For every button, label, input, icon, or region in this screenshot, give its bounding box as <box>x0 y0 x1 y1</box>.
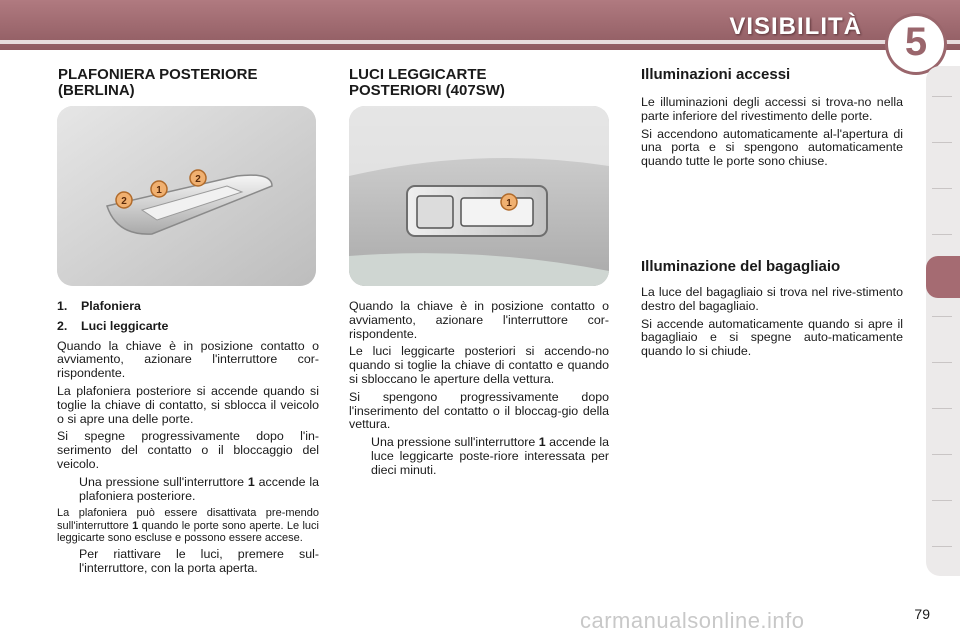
legend-number: 2. <box>57 318 68 333</box>
switch-number: 1 <box>538 435 546 450</box>
page-number: 79 <box>914 606 930 622</box>
middle-column-text <box>349 300 609 482</box>
tab-divider <box>932 500 952 501</box>
svg-text:1: 1 <box>506 198 512 209</box>
tab-divider <box>932 234 952 235</box>
callout-1 <box>151 181 167 197</box>
paragraph: Si accende automaticamente quando si apre il bagagliaio e si spegne auto-maticamente quando lo si chiude. <box>641 316 903 359</box>
ceiling-light-illustration <box>57 106 316 286</box>
reading-light-photo <box>349 106 609 286</box>
chapter-tabs <box>926 66 960 576</box>
bullet-text: Una pressione sull'interruttore <box>371 435 539 450</box>
tab-divider <box>932 316 952 317</box>
tab-divider <box>932 96 952 97</box>
chapter-badge <box>888 16 944 72</box>
bullet-text: accende la luce leggicarte poste-riore interessata per dieci minuti. <box>371 435 610 477</box>
tab-divider <box>932 362 952 363</box>
section-title-access-lights: Illuminazioni accessi <box>641 66 791 83</box>
svg-text:2: 2 <box>121 196 127 207</box>
section-title-rear-reading-lights <box>349 67 505 99</box>
bullet-text: accende la plafoniera posteriore. <box>79 474 320 503</box>
paragraph: Si accendono automaticamente al-l'apertura di una porta e si spengono automaticamente quando tutte le porte sono chiuse. <box>641 126 903 169</box>
switch-number: 1 <box>247 474 255 489</box>
section-title-trunk-light: Illuminazione del bagagliaio <box>641 258 841 275</box>
access-lights-text <box>641 96 903 173</box>
paragraph: La plafoniera posteriore si accende quando si toglie la chiave di contatto, si sblocca il veicolo o si apre una delle porte. <box>57 383 319 426</box>
bullet-text: Per riattivare le luci, premere sul-l'interruttore, con la porta aperta. <box>79 546 319 575</box>
legend-label: Luci leggicarte <box>81 318 169 333</box>
callout-2-left <box>116 192 132 208</box>
note-paragraph <box>57 507 319 544</box>
pointing-hand-icon <box>349 436 371 477</box>
paragraph: Le luci leggicarte posteriori si accendo-no quando si toglie la chiave di contatto e quando si sbloccano le aperture della vettura. <box>349 344 609 386</box>
ceiling-light-photo <box>57 106 316 286</box>
svg-text:1: 1 <box>156 185 162 196</box>
paragraph: Le illuminazioni degli accessi si trova-no nella parte inferiore del rivestimento delle porte. <box>641 95 903 123</box>
pointing-hand-icon <box>57 476 79 504</box>
left-column-text <box>57 300 319 580</box>
tab-active-chapter[interactable] <box>926 256 960 298</box>
tab-divider <box>932 454 952 455</box>
title-line: (BERLINA) <box>58 82 135 99</box>
paragraph: Si spegne progressivamente dopo l'in-serimento del contatto o il bloccaggio del veicolo. <box>57 429 319 471</box>
tab-divider <box>932 408 952 409</box>
legend-item <box>57 320 319 334</box>
bullet-item <box>57 548 319 576</box>
tab-divider <box>932 546 952 547</box>
paragraph: Si spengono progressivamente dopo l'inserimento del contatto o il bloccag-gio della vettura. <box>349 389 609 432</box>
tab-divider <box>932 142 952 143</box>
trunk-light-text <box>641 286 903 363</box>
section-title-rear-ceiling-light <box>58 67 257 99</box>
paragraph: Quando la chiave è in posizione contatto o avviamento, azionare l'interruttore cor-rispondente. <box>57 338 319 381</box>
tab-divider <box>932 188 952 189</box>
title-line: LUCI LEGGICARTE <box>349 66 487 83</box>
title-line: POSTERIORI (407SW) <box>349 82 505 99</box>
switch-number: 1 <box>132 519 139 532</box>
reading-light-illustration <box>349 106 609 286</box>
callout-1 <box>501 194 517 210</box>
chapter-number: 5 <box>904 20 928 64</box>
chapter-title: VISIBILITÀ <box>729 13 862 40</box>
watermark: carmanualsonline.info <box>580 608 805 633</box>
note-text: La plafoniera può essere disattivata pre-mendo sull'interruttore <box>57 507 319 532</box>
title-line: PLAFONIERA POSTERIORE <box>58 66 258 83</box>
legend-label: Plafoniera <box>81 299 141 313</box>
bullet-item <box>57 476 319 504</box>
paragraph: Quando la chiave è in posizione contatto o avviamento, azionare l'interruttore cor-rispondente. <box>349 299 609 341</box>
callout-2-right <box>190 170 206 186</box>
reading-light-lens <box>417 196 453 228</box>
bullet-item <box>349 436 609 477</box>
legend-item <box>57 300 319 314</box>
pointing-hand-icon <box>57 548 79 576</box>
legend-number: 1. <box>57 299 68 313</box>
reading-light-switch <box>461 198 533 226</box>
svg-text:2: 2 <box>195 174 201 185</box>
paragraph: La luce del bagagliaio si trova nel rive-stimento destro del bagagliaio. <box>641 285 903 313</box>
note-text: quando le porte sono aperte. Le luci leggicarte sono escluse e possono essere accese. <box>57 519 319 544</box>
bullet-text: Una pressione sull'interruttore <box>79 474 248 489</box>
